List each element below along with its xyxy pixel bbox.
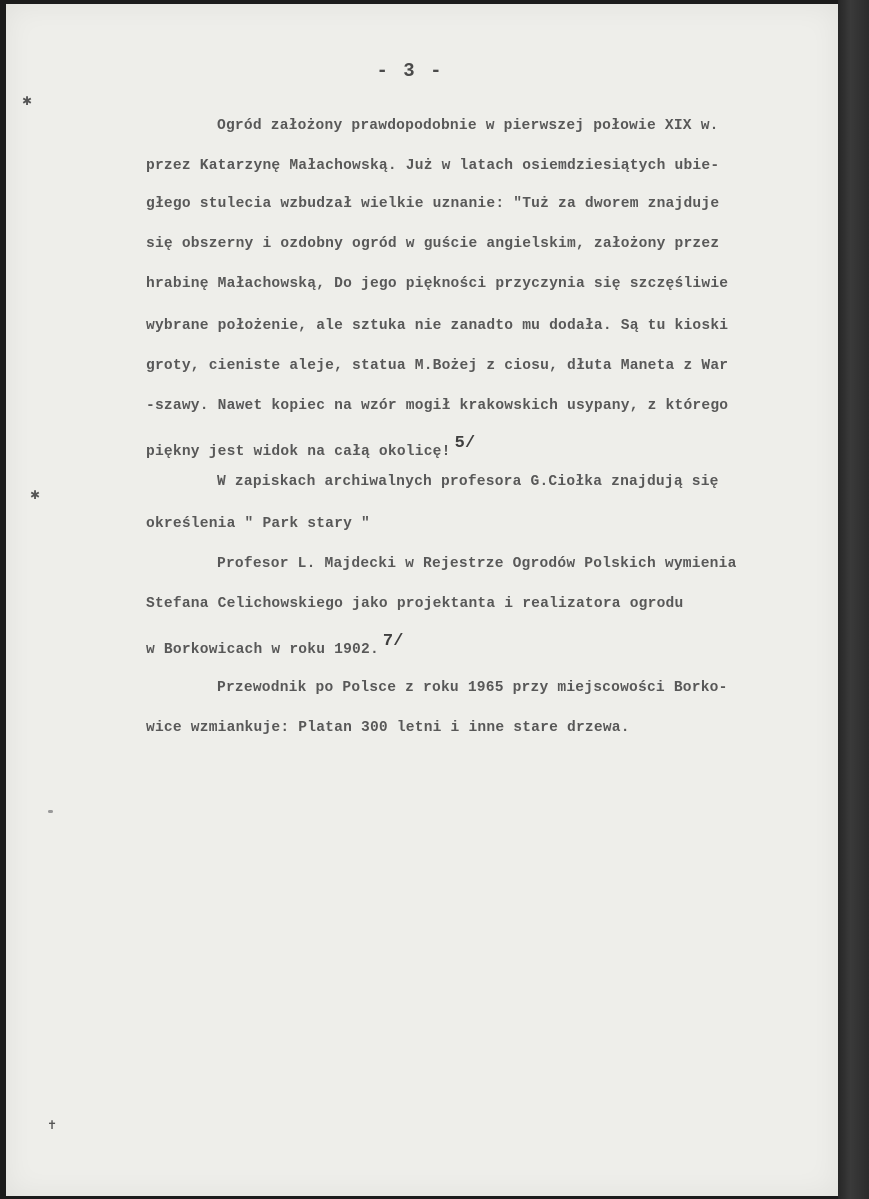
text-line: Stefana Celichowskiego jako projektanta i realizatora ogrodu xyxy=(146,596,684,612)
text-line: w Borkowicach w roku 1902. $^{7/}$ xyxy=(146,632,404,658)
text-line: hrabinę Małachowską, Do jego piękności przyczynia się szczęśliwie xyxy=(146,276,729,292)
footnote-reference: 7/ xyxy=(382,632,404,651)
punch-mark xyxy=(48,810,53,813)
text-line: W zapiskach archiwalnych profesora G.Ciołka znajdują się xyxy=(217,474,719,490)
margin-mark: ✱ xyxy=(30,488,41,502)
text-line: -szawy. Nawet kopiec na wzór mogił krakowskich usypany, z którego xyxy=(146,398,729,414)
text-line: się obszerny i ozdobny ogród w guście angielskim, założony przez xyxy=(146,236,720,252)
text-line: głego stulecia wzbudzał wielkie uznanie: "Tuż za dworem znajduje xyxy=(146,196,720,212)
text-line: piękny jest widok na całą okolicę! $^{5/}$ xyxy=(146,434,476,460)
scanner-edge-strip xyxy=(838,0,869,1199)
footnote-reference: 5/ xyxy=(454,434,476,453)
text-line: przez Katarzynę Małachowską. Już w latach osiemdziesiątych ubie- xyxy=(146,158,720,174)
margin-mark: ✝ xyxy=(47,1118,58,1132)
margin-mark: ✱ xyxy=(22,94,33,108)
text-line: wybrane położenie, ale sztuka nie zanadto mu dodała. Są tu kioski xyxy=(146,318,729,334)
text-line: wice wzmiankuje: Platan 300 letni i inne stare drzewa. xyxy=(146,720,630,736)
text-line: groty, cieniste aleje, statua M.Bożej z ciosu, dłuta Maneta z War xyxy=(146,358,729,374)
text-line: Ogród założony prawdopodobnie w pierwszej połowie XIX w. xyxy=(217,118,719,134)
text-line: Profesor L. Majdecki w Rejestrze Ogrodów Polskich wymienia xyxy=(217,556,737,572)
text-line: Przewodnik po Polsce z roku 1965 przy miejscowości Borko- xyxy=(217,680,728,696)
text-line: określenia " Park stary " xyxy=(146,516,370,532)
page-number: - 3 - xyxy=(376,60,444,82)
